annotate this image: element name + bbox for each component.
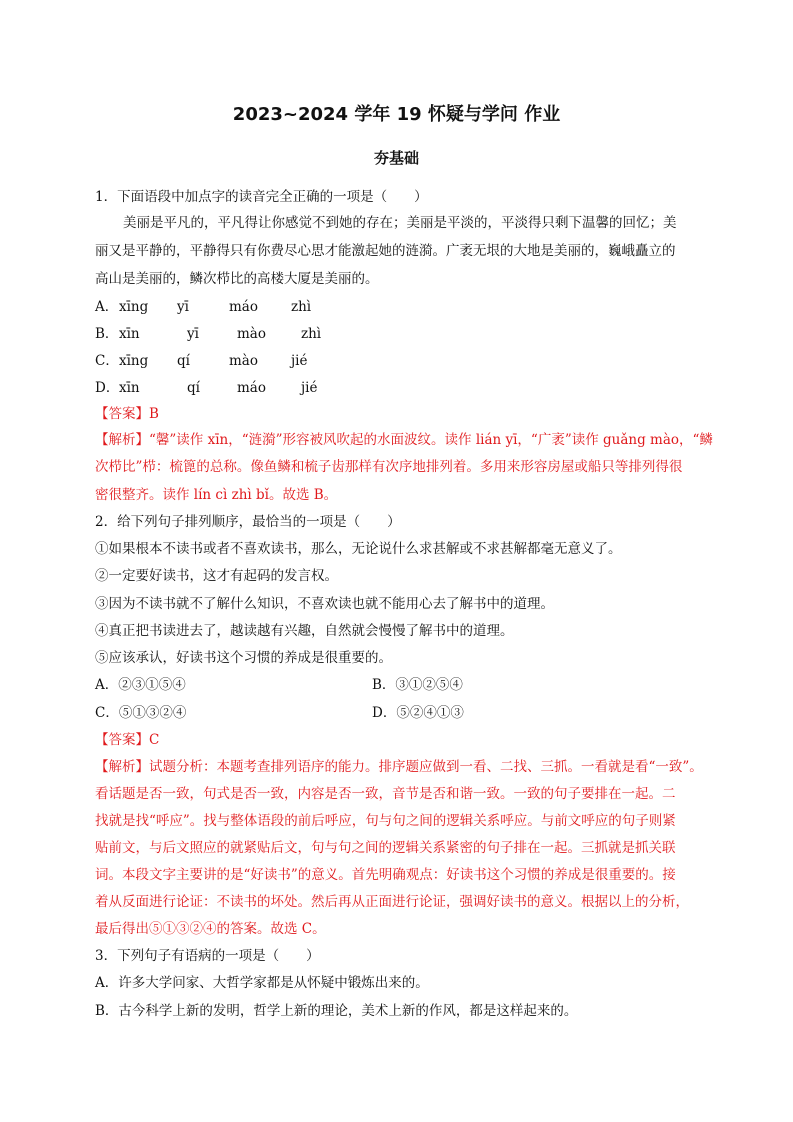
pinyin: jié <box>291 353 308 369</box>
question-3-stem: 3．下列句子有语病的一项是（ ） <box>95 948 320 964</box>
pinyin: yī <box>177 299 189 315</box>
q2-sentence: ①如果根本不读书或者不喜欢读书，那么，无论说什么求甚解或不求甚解都毫无意义了。 <box>95 541 622 557</box>
q2-analysis-line: 最后得出⑤①③②④的答案。故选 C。 <box>95 921 326 937</box>
q1-analysis-line: 密很整齐。读作 lín cì zhì bǐ。故选 B。 <box>95 487 338 503</box>
pinyin: jié <box>301 380 318 396</box>
q2-analysis-line: 看话题是否一致，句式是否一致，内容是否一致，音节是否和谐一致。一致的句子要排在一起。二 <box>95 786 676 802</box>
q2-analysis-line: 着从反面进行论证：不读书的坏处。然后再从正面进行论证，强调好读书的意义。根据以上的分析， <box>95 894 689 910</box>
q1-option-b <box>95 325 705 343</box>
q2-option-a: A．②③①⑤④ <box>95 677 186 693</box>
option-letter: A． <box>95 299 119 315</box>
question-1-stem: 1．下面语段中加点字的读音完全正确的一项是（ ） <box>95 189 428 205</box>
q2-option-c: C．⑤①③②④ <box>95 705 187 721</box>
q1-option-c <box>95 352 705 370</box>
q2-sentence: ④真正把书读进去了，越读越有兴趣，自然就会慢慢了解书中的道理。 <box>95 623 514 639</box>
option-letter: C． <box>95 353 119 369</box>
q1-passage-line: 高山是美丽的，鳞次栉比的高楼大厦是美丽的。 <box>95 271 379 287</box>
pinyin: qí <box>177 353 190 369</box>
q2-option-d: D．⑤②④①③ <box>372 705 464 721</box>
q2-analysis-line: 词。本段文字主要讲的是“好读书”的意义。首先明确观点：好读书这个习惯的养成是很重要的。接 <box>95 867 676 883</box>
q1-analysis-line: 【解析】“馨”读作 xīn，“涟漪”形容被风吹起的水面波纹。读作 lián yī，“广袤”读作 guǎng mào，“鳞 <box>95 432 713 448</box>
q1-option-d <box>95 379 705 397</box>
q2-analysis-line: 找就是找“呼应”。找与整体语段的前后呼应，句与句之间的逻辑关系呼应。与前文呼应的句子则紧 <box>95 813 676 829</box>
pinyin: xīng <box>119 299 149 315</box>
option-letter: B． <box>95 326 119 342</box>
q1-analysis-line: 次栉比”栉：梳篦的总称。像鱼鳞和梳子齿那样有次序地排列着。多用来形容房屋或船只等排列得很 <box>95 459 683 475</box>
section-heading: 夯基础 <box>373 149 419 167</box>
pinyin: zhì <box>291 299 312 315</box>
q2-analysis-line: 贴前文，与后文照应的就紧贴后文，句与句之间的逻辑关系紧密的句子排在一起。三抓就是抓关联 <box>95 840 676 856</box>
q1-passage-line: 丽又是平静的，平静得只有你费尽心思才能激起她的涟漪。广袤无垠的大地是美丽的，巍峨矗立的 <box>95 243 676 259</box>
q2-analysis-line: 【解析】试题分析：本题考查排列语序的能力。排序题应做到一看、二找、三抓。一看就是看“一致”。 <box>95 759 703 775</box>
pinyin: xīn <box>119 326 140 342</box>
pinyin: xīng <box>119 353 149 369</box>
q2-options-row <box>95 704 705 722</box>
q2-sentence: ③因为不读书就不了解什么知识，不喜欢读也就不能用心去了解书中的道理。 <box>95 596 554 612</box>
q1-answer: 【答案】B <box>95 406 159 422</box>
pinyin: mào <box>237 326 266 342</box>
pinyin: zhì <box>301 326 322 342</box>
pinyin: mào <box>229 353 258 369</box>
q1-option-a <box>95 298 705 316</box>
pinyin: yī <box>187 326 199 342</box>
document-title: 2023~2024 学年 19 怀疑与学问 作业 <box>232 104 561 125</box>
q2-option-b: B．③①②⑤④ <box>372 677 463 693</box>
q3-option-a: A．许多大学问家、大哲学家都是从怀疑中锻炼出来的。 <box>95 975 429 991</box>
pinyin: qí <box>187 380 200 396</box>
q2-answer: 【答案】C <box>95 732 160 748</box>
pinyin: máo <box>237 380 266 396</box>
q1-passage-line: 美丽是平凡的，平凡得让你感觉不到她的存在；美丽是平淡的，平淡得只剩下温馨的回忆；美 <box>123 215 677 231</box>
q2-sentence: ②一定要好读书，这才有起码的发言权。 <box>95 568 338 584</box>
question-2-stem: 2．给下列句子排列顺序，最恰当的一项是（ ） <box>95 514 401 530</box>
option-letter: D． <box>95 380 120 396</box>
q3-option-b: B．古今科学上新的发明，哲学上新的理论，美术上新的作风，都是这样起来的。 <box>95 1003 578 1019</box>
pinyin: máo <box>229 299 258 315</box>
q2-sentence: ⑤应该承认，好读书这个习惯的养成是很重要的。 <box>95 650 392 666</box>
q2-options-row <box>95 676 705 694</box>
pinyin: xīn <box>119 380 140 396</box>
